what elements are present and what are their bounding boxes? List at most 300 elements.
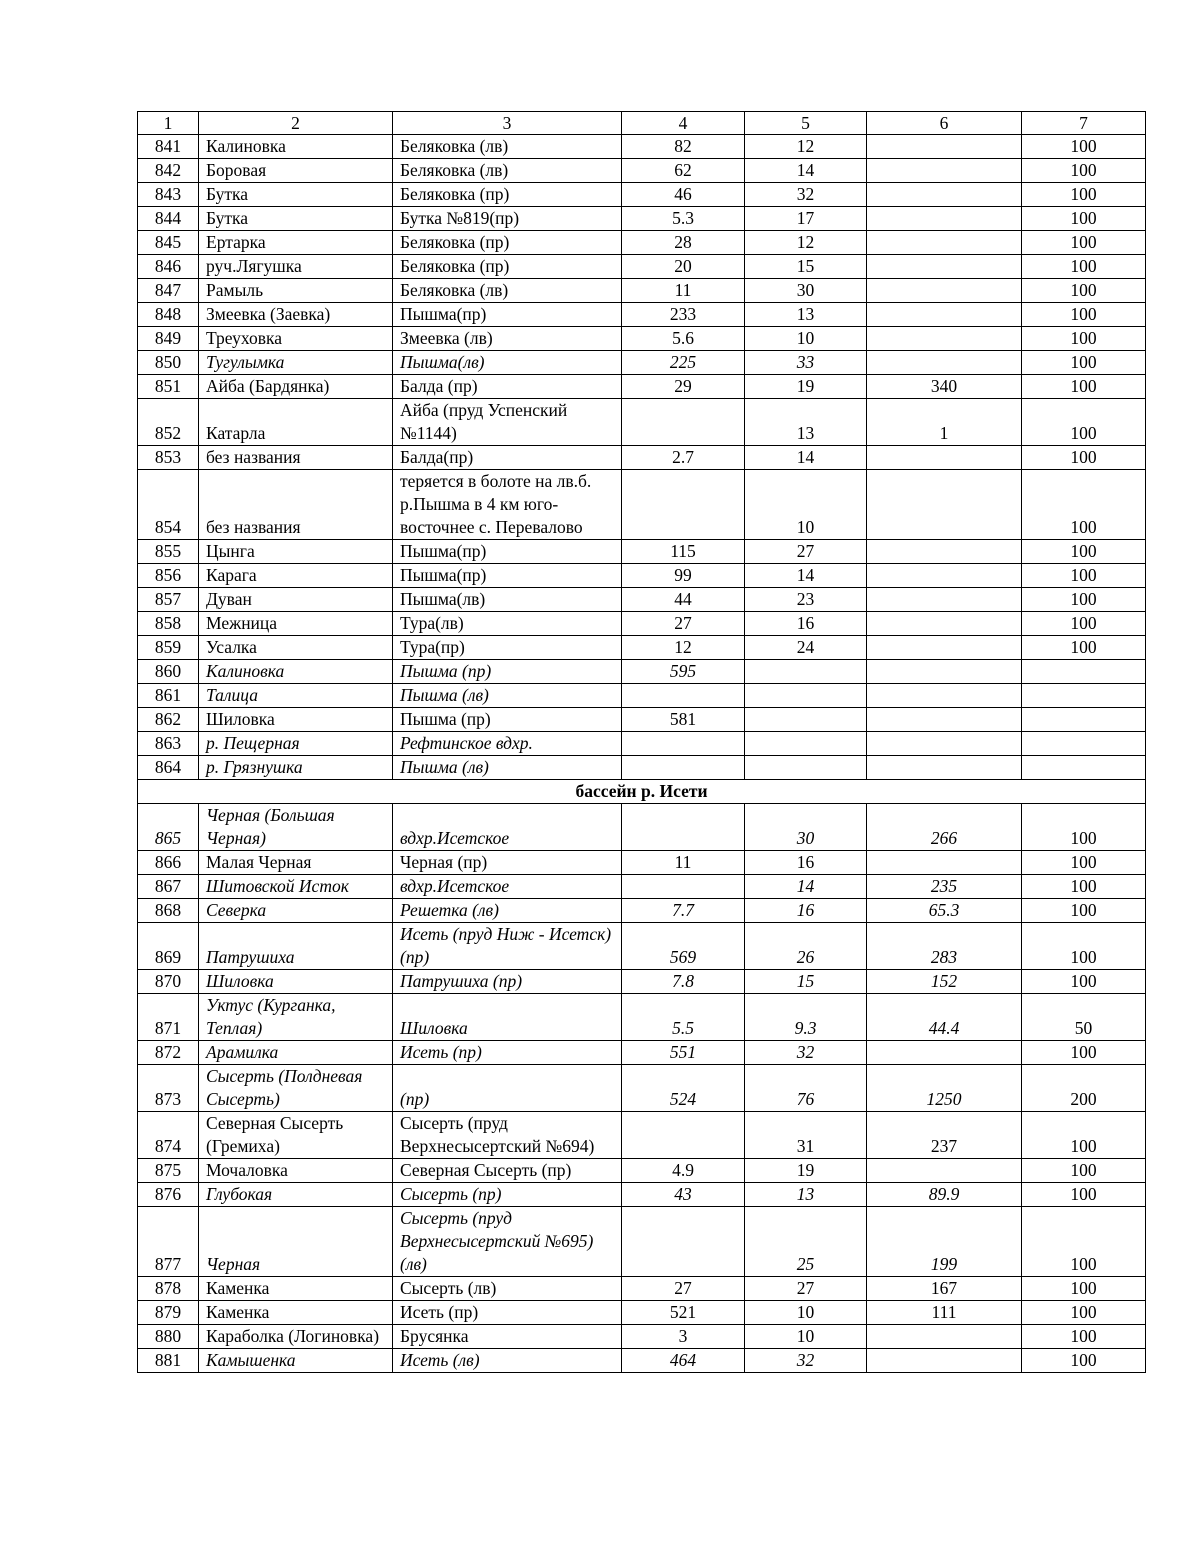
table-cell	[867, 636, 1022, 660]
table-cell	[867, 1159, 1022, 1183]
table-cell: 235	[867, 875, 1022, 899]
table-cell: 10	[745, 327, 867, 351]
table-cell	[867, 159, 1022, 183]
table-cell: 866	[138, 851, 199, 875]
table-cell: Шиловка	[393, 994, 622, 1041]
table-cell: 100	[1022, 899, 1146, 923]
table-cell: Глубокая	[199, 1183, 393, 1207]
table-cell: 31	[745, 1112, 867, 1159]
table-cell: 3	[622, 1325, 745, 1349]
table-cell: Сысерть (пруд Верхнесысертский №694)	[393, 1112, 622, 1159]
table-cell	[867, 446, 1022, 470]
table-cell: 27	[622, 612, 745, 636]
table-cell: 100	[1022, 588, 1146, 612]
table-cell: 5.6	[622, 327, 745, 351]
table-cell: Пышма(лв)	[393, 351, 622, 375]
table-row	[138, 183, 1146, 207]
table-row	[138, 708, 1146, 732]
table-cell: Змеевка (лв)	[393, 327, 622, 351]
table-row	[138, 1325, 1146, 1349]
table-cell: 11	[622, 279, 745, 303]
table-cell: 44.4	[867, 994, 1022, 1041]
table-cell: 859	[138, 636, 199, 660]
table-cell	[1022, 732, 1146, 756]
table-cell: 100	[1022, 470, 1146, 540]
table-cell: 100	[1022, 159, 1146, 183]
table-cell: Беляковка (пр)	[393, 183, 622, 207]
table-cell: Беляковка (пр)	[393, 231, 622, 255]
table-cell: 1	[867, 399, 1022, 446]
table-cell: 100	[1022, 279, 1146, 303]
table-cell: 266	[867, 804, 1022, 851]
table-cell: 860	[138, 660, 199, 684]
table-cell: 100	[1022, 636, 1146, 660]
table-row	[138, 1277, 1146, 1301]
table-cell: р. Грязнушка	[199, 756, 393, 780]
table-cell: 846	[138, 255, 199, 279]
table-cell: 200	[1022, 1065, 1146, 1112]
table-cell: Тугулымка	[199, 351, 393, 375]
table-cell: 99	[622, 564, 745, 588]
table-row	[138, 875, 1146, 899]
table-cell: Решетка (лв)	[393, 899, 622, 923]
table-cell: Шиловка	[199, 708, 393, 732]
table-cell	[622, 875, 745, 899]
table-cell: 864	[138, 756, 199, 780]
table-cell: Айба (Бардянка)	[199, 375, 393, 399]
table-row	[138, 994, 1146, 1041]
table-cell: 524	[622, 1065, 745, 1112]
table-cell	[867, 135, 1022, 159]
table-cell	[1022, 660, 1146, 684]
table-cell	[867, 351, 1022, 375]
table-cell: Патрушиха (пр)	[393, 970, 622, 994]
table-cell: 551	[622, 1041, 745, 1065]
table-cell: 870	[138, 970, 199, 994]
table-cell: Пышма (пр)	[393, 660, 622, 684]
table-cell: Беляковка (лв)	[393, 135, 622, 159]
table-cell: Черная (Большая Черная)	[199, 804, 393, 851]
table-cell: 4.9	[622, 1159, 745, 1183]
table-cell: 12	[622, 636, 745, 660]
table-cell: Черная	[199, 1207, 393, 1277]
table-cell	[622, 1207, 745, 1277]
table-cell: 19	[745, 1159, 867, 1183]
table-cell: Брусянка	[393, 1325, 622, 1349]
table-cell: 50	[1022, 994, 1146, 1041]
table-cell: Исеть (пр)	[393, 1301, 622, 1325]
table-cell: Каменка	[199, 1277, 393, 1301]
table-cell: р. Пещерная	[199, 732, 393, 756]
table-cell: 875	[138, 1159, 199, 1183]
table-cell: без названия	[199, 446, 393, 470]
table-row	[138, 470, 1146, 540]
table-cell: 340	[867, 375, 1022, 399]
table-cell: 23	[745, 588, 867, 612]
table-cell: 100	[1022, 351, 1146, 375]
table-cell: Калиновка	[199, 660, 393, 684]
table-cell: 852	[138, 399, 199, 446]
table-cell: вдхр.Исетское	[393, 875, 622, 899]
table-cell: 848	[138, 303, 199, 327]
table-cell: Змеевка (Заевка)	[199, 303, 393, 327]
table-cell: 100	[1022, 970, 1146, 994]
table-cell: 115	[622, 540, 745, 564]
table-cell: 847	[138, 279, 199, 303]
table-cell: 100	[1022, 1041, 1146, 1065]
table-cell: 876	[138, 1183, 199, 1207]
header-cell: 1	[138, 112, 199, 135]
table-cell	[1022, 684, 1146, 708]
table-cell: 874	[138, 1112, 199, 1159]
table-cell: 152	[867, 970, 1022, 994]
table-cell: 13	[745, 399, 867, 446]
table-cell: 283	[867, 923, 1022, 970]
table-cell: 19	[745, 375, 867, 399]
table-cell: Черная (пр)	[393, 851, 622, 875]
table-cell: Рамыль	[199, 279, 393, 303]
table-cell	[745, 708, 867, 732]
table-cell: 464	[622, 1349, 745, 1373]
table-cell: 100	[1022, 1112, 1146, 1159]
table-row	[138, 279, 1146, 303]
table-cell: 16	[745, 899, 867, 923]
table-cell: 30	[745, 279, 867, 303]
table-cell: 89.9	[867, 1183, 1022, 1207]
table-cell	[867, 851, 1022, 875]
header-cell: 2	[199, 112, 393, 135]
table-row	[138, 159, 1146, 183]
table-cell	[867, 255, 1022, 279]
table-row	[138, 636, 1146, 660]
table-cell	[867, 303, 1022, 327]
table-cell	[867, 708, 1022, 732]
table-cell: 10	[745, 1301, 867, 1325]
table-cell: 32	[745, 183, 867, 207]
table-cell: 869	[138, 923, 199, 970]
table-cell: Цынга	[199, 540, 393, 564]
table-cell: 27	[622, 1277, 745, 1301]
table-row	[138, 231, 1146, 255]
table-cell	[1022, 756, 1146, 780]
table-row	[138, 660, 1146, 684]
table-cell: 100	[1022, 1159, 1146, 1183]
table-cell: руч.Лягушка	[199, 255, 393, 279]
table-cell: 24	[745, 636, 867, 660]
table-cell: 29	[622, 375, 745, 399]
table-cell: Пышма(пр)	[393, 540, 622, 564]
table-cell: Карага	[199, 564, 393, 588]
table-cell: 13	[745, 303, 867, 327]
table-cell: 10	[745, 1325, 867, 1349]
table-cell: Мочаловка	[199, 1159, 393, 1183]
table-cell: 15	[745, 970, 867, 994]
table-cell: 862	[138, 708, 199, 732]
table-cell: 16	[745, 851, 867, 875]
table-cell: 167	[867, 1277, 1022, 1301]
table-cell: 100	[1022, 1277, 1146, 1301]
table-cell: вдхр.Исетское	[393, 804, 622, 851]
table-cell: 595	[622, 660, 745, 684]
table-cell: 100	[1022, 255, 1146, 279]
table-cell: 33	[745, 351, 867, 375]
table-cell: Северная Сысерть (Гремиха)	[199, 1112, 393, 1159]
table-row	[138, 851, 1146, 875]
table-cell: 100	[1022, 1207, 1146, 1277]
table-cell: Балда(пр)	[393, 446, 622, 470]
table-cell	[622, 804, 745, 851]
table-cell: 873	[138, 1065, 199, 1112]
table-cell: 62	[622, 159, 745, 183]
table-cell: Пышма (лв)	[393, 756, 622, 780]
table-cell: Калиновка	[199, 135, 393, 159]
table-cell: 46	[622, 183, 745, 207]
table-row	[138, 732, 1146, 756]
table-cell: 100	[1022, 327, 1146, 351]
table-row	[138, 612, 1146, 636]
table-cell: 82	[622, 135, 745, 159]
table-cell: 7.7	[622, 899, 745, 923]
table-cell: Пышма(лв)	[393, 588, 622, 612]
table-cell: 10	[745, 470, 867, 540]
table-cell: 5.5	[622, 994, 745, 1041]
table-cell: Исеть (лв)	[393, 1349, 622, 1373]
table-row	[138, 327, 1146, 351]
table-cell	[867, 1349, 1022, 1373]
table-row	[138, 135, 1146, 159]
table-cell: 100	[1022, 875, 1146, 899]
table-row	[138, 303, 1146, 327]
table-cell: 849	[138, 327, 199, 351]
table-row	[138, 446, 1146, 470]
table-cell: 76	[745, 1065, 867, 1112]
table-cell: Северка	[199, 899, 393, 923]
table-row	[138, 351, 1146, 375]
table-cell: 100	[1022, 135, 1146, 159]
table-cell	[867, 279, 1022, 303]
table-cell: 867	[138, 875, 199, 899]
table-cell: 100	[1022, 923, 1146, 970]
table-cell	[867, 183, 1022, 207]
table-cell: 1250	[867, 1065, 1022, 1112]
table-cell: 100	[1022, 446, 1146, 470]
table-cell: Бутка №819(пр)	[393, 207, 622, 231]
table-cell: Уктус (Курганка, Теплая)	[199, 994, 393, 1041]
table-row	[138, 255, 1146, 279]
table-cell: Балда (пр)	[393, 375, 622, 399]
table-cell: 857	[138, 588, 199, 612]
table-cell	[745, 756, 867, 780]
table-cell: Северная Сысерть (пр)	[393, 1159, 622, 1183]
table-cell: 25	[745, 1207, 867, 1277]
table-cell: 881	[138, 1349, 199, 1373]
table-cell: 2.7	[622, 446, 745, 470]
table-cell: Треуховка	[199, 327, 393, 351]
table-cell: 842	[138, 159, 199, 183]
table-cell	[745, 732, 867, 756]
table-cell: 865	[138, 804, 199, 851]
table-cell	[622, 470, 745, 540]
table-cell: Исеть (пр)	[393, 1041, 622, 1065]
table-cell	[867, 756, 1022, 780]
table-cell: 14	[745, 564, 867, 588]
table-cell: 100	[1022, 612, 1146, 636]
table-cell: 861	[138, 684, 199, 708]
table-cell: 581	[622, 708, 745, 732]
table-cell: 32	[745, 1349, 867, 1373]
table-cell: 858	[138, 612, 199, 636]
table-cell: 28	[622, 231, 745, 255]
table-cell: Сысерть (пр)	[393, 1183, 622, 1207]
table-cell: 13	[745, 1183, 867, 1207]
table-cell: 100	[1022, 851, 1146, 875]
table-cell: 233	[622, 303, 745, 327]
data-table	[137, 111, 1146, 1373]
header-row	[138, 112, 1146, 135]
table-cell	[867, 1325, 1022, 1349]
table-row	[138, 588, 1146, 612]
table-cell: 100	[1022, 804, 1146, 851]
table-cell: теряется в болоте на лв.б. р.Пышма в 4 км юго-восточнее с. Перевалово	[393, 470, 622, 540]
table-cell: 850	[138, 351, 199, 375]
table-cell: 854	[138, 470, 199, 540]
table-cell	[622, 1112, 745, 1159]
header-cell: 6	[867, 112, 1022, 135]
table-row	[138, 923, 1146, 970]
table-cell: Пышма(пр)	[393, 564, 622, 588]
table-cell: 100	[1022, 231, 1146, 255]
table-cell	[867, 327, 1022, 351]
table-cell: 880	[138, 1325, 199, 1349]
table-row	[138, 540, 1146, 564]
table-cell: 32	[745, 1041, 867, 1065]
table-cell	[867, 207, 1022, 231]
table-row	[138, 1159, 1146, 1183]
table-cell: 5.3	[622, 207, 745, 231]
table-cell: 868	[138, 899, 199, 923]
table-cell: Арамилка	[199, 1041, 393, 1065]
table-cell: 100	[1022, 303, 1146, 327]
table-cell: 20	[622, 255, 745, 279]
table-cell: 225	[622, 351, 745, 375]
table-cell: 27	[745, 1277, 867, 1301]
table-row	[138, 970, 1146, 994]
table-cell: Межница	[199, 612, 393, 636]
table-cell: Малая Черная	[199, 851, 393, 875]
table-cell: 100	[1022, 375, 1146, 399]
table-cell: 26	[745, 923, 867, 970]
table-cell: 845	[138, 231, 199, 255]
table-cell: 100	[1022, 1349, 1146, 1373]
table-cell: Айба (пруд Успенский №1144)	[393, 399, 622, 446]
table-cell: Пышма(пр)	[393, 303, 622, 327]
table-cell: 15	[745, 255, 867, 279]
table-cell: 879	[138, 1301, 199, 1325]
table-cell	[867, 1041, 1022, 1065]
table-cell: 843	[138, 183, 199, 207]
table-cell: 100	[1022, 1301, 1146, 1325]
table-cell: 44	[622, 588, 745, 612]
table-cell: 878	[138, 1277, 199, 1301]
table-cell: Бутка	[199, 207, 393, 231]
table-cell: 100	[1022, 1183, 1146, 1207]
table-cell: 17	[745, 207, 867, 231]
section-row	[138, 780, 1146, 804]
table-cell: 100	[1022, 399, 1146, 446]
table-cell: Шиловка	[199, 970, 393, 994]
table-cell: Усалка	[199, 636, 393, 660]
table-cell: (пр)	[393, 1065, 622, 1112]
table-cell: 841	[138, 135, 199, 159]
table-cell	[745, 684, 867, 708]
table-cell: Боровая	[199, 159, 393, 183]
table-cell: Пышма (лв)	[393, 684, 622, 708]
table-row	[138, 756, 1146, 780]
table-row	[138, 1301, 1146, 1325]
table-cell	[622, 732, 745, 756]
table-row	[138, 1041, 1146, 1065]
table-cell: 851	[138, 375, 199, 399]
table-cell	[745, 660, 867, 684]
table-cell: 872	[138, 1041, 199, 1065]
table-cell: Бутка	[199, 183, 393, 207]
table-cell: 11	[622, 851, 745, 875]
table-cell	[622, 684, 745, 708]
table-cell: Беляковка (лв)	[393, 159, 622, 183]
table-cell: 855	[138, 540, 199, 564]
table-cell: 100	[1022, 564, 1146, 588]
table-cell	[867, 540, 1022, 564]
table-cell	[867, 612, 1022, 636]
table-cell: Каменка	[199, 1301, 393, 1325]
table-cell: Дуван	[199, 588, 393, 612]
table-cell: Камышенка	[199, 1349, 393, 1373]
table-cell: Сысерть (пруд Верхнесысертский №695) (лв)	[393, 1207, 622, 1277]
table-cell: 569	[622, 923, 745, 970]
table-cell: 856	[138, 564, 199, 588]
table-cell: без названия	[199, 470, 393, 540]
header-cell: 4	[622, 112, 745, 135]
table-cell: Рефтинское вдхр.	[393, 732, 622, 756]
table-cell: Караболка (Логиновка)	[199, 1325, 393, 1349]
table-cell	[622, 756, 745, 780]
table-cell: 100	[1022, 540, 1146, 564]
table-cell: 111	[867, 1301, 1022, 1325]
table-row	[138, 899, 1146, 923]
table-cell: 12	[745, 231, 867, 255]
table-cell: Тура(пр)	[393, 636, 622, 660]
table-cell: Патрушиха	[199, 923, 393, 970]
table-cell	[867, 660, 1022, 684]
table-cell: Беляковка (пр)	[393, 255, 622, 279]
table-cell	[1022, 708, 1146, 732]
table-cell	[867, 732, 1022, 756]
table-cell: 237	[867, 1112, 1022, 1159]
table-row	[138, 1112, 1146, 1159]
table-cell: 100	[1022, 1325, 1146, 1349]
table-cell: 100	[1022, 207, 1146, 231]
table-cell: Тура(лв)	[393, 612, 622, 636]
table-cell	[867, 588, 1022, 612]
table-cell: 7.8	[622, 970, 745, 994]
table-cell: Сысерть (Полдневая Сысерть)	[199, 1065, 393, 1112]
header-cell: 7	[1022, 112, 1146, 135]
table-cell: 14	[745, 159, 867, 183]
table-cell: 853	[138, 446, 199, 470]
header-cell: 5	[745, 112, 867, 135]
table-cell: Ертарка	[199, 231, 393, 255]
table-cell	[867, 231, 1022, 255]
